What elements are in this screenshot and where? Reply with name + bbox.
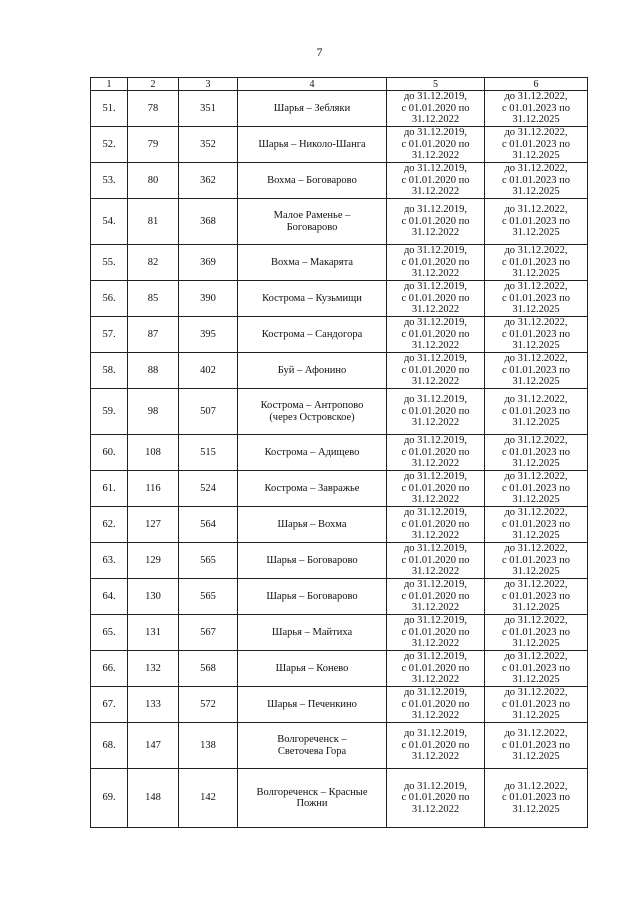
period-cell: до 31.12.2019, с 01.01.2020 по 31.12.2022 <box>387 507 485 543</box>
table-row <box>91 723 588 769</box>
col2-cell: 147 <box>128 723 179 769</box>
period-cell: до 31.12.2019, с 01.01.2020 по 31.12.2022 <box>387 353 485 389</box>
period-cell: до 31.12.2019, с 01.01.2020 по 31.12.2022 <box>387 317 485 353</box>
route-number-cell: 368 <box>179 199 238 245</box>
route-name-cell: Кострома – Завражье <box>238 471 387 507</box>
period-cell: до 31.12.2019, с 01.01.2020 по 31.12.2022 <box>387 389 485 435</box>
col2-cell: 87 <box>128 317 179 353</box>
route-number-cell: 515 <box>179 435 238 471</box>
route-name-cell: Шарья – Зебляки <box>238 91 387 127</box>
route-number-cell: 142 <box>179 769 238 828</box>
col2-cell: 82 <box>128 245 179 281</box>
col2-cell: 130 <box>128 579 179 615</box>
route-number-cell: 138 <box>179 723 238 769</box>
next-period-cell: до 31.12.2022, с 01.01.2023 по 31.12.2025 <box>485 687 588 723</box>
page-number: 7 <box>316 45 323 59</box>
header-row <box>91 78 588 91</box>
route-number-cell: 567 <box>179 615 238 651</box>
period-cell: до 31.12.2019, с 01.01.2020 по 31.12.2022 <box>387 127 485 163</box>
route-number-cell: 369 <box>179 245 238 281</box>
col2-cell: 148 <box>128 769 179 828</box>
period-cell: до 31.12.2019, с 01.01.2020 по 31.12.2022 <box>387 651 485 687</box>
row-number-cell: 61. <box>91 471 128 507</box>
table-row <box>91 199 588 245</box>
table-row <box>91 579 588 615</box>
next-period-cell: до 31.12.2022, с 01.01.2023 по 31.12.2025 <box>485 435 588 471</box>
route-number-cell: 402 <box>179 353 238 389</box>
route-number-cell: 390 <box>179 281 238 317</box>
row-number-cell: 66. <box>91 651 128 687</box>
route-number-cell: 362 <box>179 163 238 199</box>
row-number-cell: 69. <box>91 769 128 828</box>
table-row <box>91 471 588 507</box>
col2-cell: 131 <box>128 615 179 651</box>
col2-cell: 78 <box>128 91 179 127</box>
next-period-cell: до 31.12.2022, с 01.01.2023 по 31.12.2025 <box>485 651 588 687</box>
period-cell: до 31.12.2019, с 01.01.2020 по 31.12.2022 <box>387 615 485 651</box>
route-name-cell: Шарья – Боговарово <box>238 579 387 615</box>
route-number-cell: 351 <box>179 91 238 127</box>
route-name-cell: Кострома – Сандогора <box>238 317 387 353</box>
column-header: 2 <box>128 78 179 91</box>
col2-cell: 129 <box>128 543 179 579</box>
next-period-cell: до 31.12.2022, с 01.01.2023 по 31.12.2025 <box>485 127 588 163</box>
row-number-cell: 54. <box>91 199 128 245</box>
next-period-cell: до 31.12.2022, с 01.01.2023 по 31.12.2025 <box>485 317 588 353</box>
table-row <box>91 127 588 163</box>
col2-cell: 116 <box>128 471 179 507</box>
route-name-cell: Буй – Афонино <box>238 353 387 389</box>
table-row <box>91 163 588 199</box>
column-header: 4 <box>238 78 387 91</box>
next-period-cell: до 31.12.2022, с 01.01.2023 по 31.12.2025 <box>485 769 588 828</box>
col2-cell: 133 <box>128 687 179 723</box>
period-cell: до 31.12.2019, с 01.01.2020 по 31.12.2022 <box>387 281 485 317</box>
row-number-cell: 58. <box>91 353 128 389</box>
table-row <box>91 91 588 127</box>
routes-table <box>90 77 588 828</box>
table-row <box>91 353 588 389</box>
period-cell: до 31.12.2019, с 01.01.2020 по 31.12.2022 <box>387 769 485 828</box>
row-number-cell: 51. <box>91 91 128 127</box>
col2-cell: 81 <box>128 199 179 245</box>
row-number-cell: 60. <box>91 435 128 471</box>
row-number-cell: 62. <box>91 507 128 543</box>
table-row <box>91 507 588 543</box>
route-name-cell: Шарья – Николо-Шанга <box>238 127 387 163</box>
route-name-cell: Шарья – Конево <box>238 651 387 687</box>
table-row <box>91 435 588 471</box>
next-period-cell: до 31.12.2022, с 01.01.2023 по 31.12.2025 <box>485 163 588 199</box>
col2-cell: 88 <box>128 353 179 389</box>
route-number-cell: 565 <box>179 579 238 615</box>
period-cell: до 31.12.2019, с 01.01.2020 по 31.12.2022 <box>387 163 485 199</box>
col2-cell: 85 <box>128 281 179 317</box>
col2-cell: 127 <box>128 507 179 543</box>
row-number-cell: 64. <box>91 579 128 615</box>
row-number-cell: 57. <box>91 317 128 353</box>
table-row <box>91 543 588 579</box>
route-name-cell: Волгореченск – Красные Пожни <box>238 769 387 828</box>
route-name-cell: Волгореченск – Светочева Гора <box>238 723 387 769</box>
route-number-cell: 507 <box>179 389 238 435</box>
column-header: 3 <box>179 78 238 91</box>
period-cell: до 31.12.2019, с 01.01.2020 по 31.12.2022 <box>387 579 485 615</box>
table-row <box>91 281 588 317</box>
row-number-cell: 68. <box>91 723 128 769</box>
route-name-cell: Шарья – Печенкино <box>238 687 387 723</box>
next-period-cell: до 31.12.2022, с 01.01.2023 по 31.12.2025 <box>485 543 588 579</box>
row-number-cell: 63. <box>91 543 128 579</box>
col2-cell: 80 <box>128 163 179 199</box>
period-cell: до 31.12.2019, с 01.01.2020 по 31.12.2022 <box>387 91 485 127</box>
route-name-cell: Кострома – Антропово (через Островское) <box>238 389 387 435</box>
column-header: 5 <box>387 78 485 91</box>
route-number-cell: 572 <box>179 687 238 723</box>
period-cell: до 31.12.2019, с 01.01.2020 по 31.12.2022 <box>387 723 485 769</box>
route-name-cell: Вохма – Боговарово <box>238 163 387 199</box>
next-period-cell: до 31.12.2022, с 01.01.2023 по 31.12.2025 <box>485 579 588 615</box>
row-number-cell: 56. <box>91 281 128 317</box>
next-period-cell: до 31.12.2022, с 01.01.2023 по 31.12.2025 <box>485 389 588 435</box>
next-period-cell: до 31.12.2022, с 01.01.2023 по 31.12.2025 <box>485 507 588 543</box>
next-period-cell: до 31.12.2022, с 01.01.2023 по 31.12.2025 <box>485 723 588 769</box>
route-name-cell: Вохма – Макарята <box>238 245 387 281</box>
next-period-cell: до 31.12.2022, с 01.01.2023 по 31.12.2025 <box>485 353 588 389</box>
row-number-cell: 59. <box>91 389 128 435</box>
table-row <box>91 317 588 353</box>
column-header: 6 <box>485 78 588 91</box>
period-cell: до 31.12.2019, с 01.01.2020 по 31.12.2022 <box>387 199 485 245</box>
next-period-cell: до 31.12.2022, с 01.01.2023 по 31.12.2025 <box>485 471 588 507</box>
col2-cell: 132 <box>128 651 179 687</box>
route-number-cell: 524 <box>179 471 238 507</box>
period-cell: до 31.12.2019, с 01.01.2020 по 31.12.2022 <box>387 471 485 507</box>
route-name-cell: Кострома – Адищево <box>238 435 387 471</box>
route-name-cell: Шарья – Майтиха <box>238 615 387 651</box>
col2-cell: 98 <box>128 389 179 435</box>
route-name-cell: Шарья – Боговарово <box>238 543 387 579</box>
period-cell: до 31.12.2019, с 01.01.2020 по 31.12.2022 <box>387 245 485 281</box>
table-row <box>91 615 588 651</box>
next-period-cell: до 31.12.2022, с 01.01.2023 по 31.12.2025 <box>485 281 588 317</box>
table-row <box>91 651 588 687</box>
row-number-cell: 53. <box>91 163 128 199</box>
route-name-cell: Шарья – Вохма <box>238 507 387 543</box>
row-number-cell: 65. <box>91 615 128 651</box>
route-name-cell: Малое Раменье – Боговарово <box>238 199 387 245</box>
col2-cell: 108 <box>128 435 179 471</box>
next-period-cell: до 31.12.2022, с 01.01.2023 по 31.12.2025 <box>485 199 588 245</box>
col2-cell: 79 <box>128 127 179 163</box>
table-row <box>91 687 588 723</box>
next-period-cell: до 31.12.2022, с 01.01.2023 по 31.12.2025 <box>485 615 588 651</box>
period-cell: до 31.12.2019, с 01.01.2020 по 31.12.2022 <box>387 543 485 579</box>
column-header: 1 <box>91 78 128 91</box>
route-number-cell: 352 <box>179 127 238 163</box>
next-period-cell: до 31.12.2022, с 01.01.2023 по 31.12.2025 <box>485 91 588 127</box>
table-row <box>91 769 588 828</box>
table-row <box>91 389 588 435</box>
route-number-cell: 395 <box>179 317 238 353</box>
period-cell: до 31.12.2019, с 01.01.2020 по 31.12.2022 <box>387 687 485 723</box>
row-number-cell: 67. <box>91 687 128 723</box>
table-row <box>91 245 588 281</box>
route-number-cell: 565 <box>179 543 238 579</box>
route-name-cell: Кострома – Кузьмищи <box>238 281 387 317</box>
period-cell: до 31.12.2019, с 01.01.2020 по 31.12.2022 <box>387 435 485 471</box>
row-number-cell: 55. <box>91 245 128 281</box>
next-period-cell: до 31.12.2022, с 01.01.2023 по 31.12.2025 <box>485 245 588 281</box>
route-number-cell: 568 <box>179 651 238 687</box>
row-number-cell: 52. <box>91 127 128 163</box>
route-number-cell: 564 <box>179 507 238 543</box>
